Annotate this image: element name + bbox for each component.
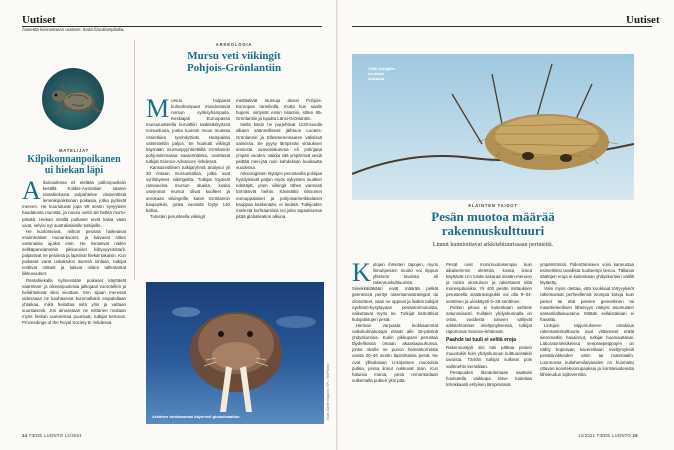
- walrus-column-1: [146, 98, 230, 274]
- magazine-name-left: TIEDE LUONTO: [28, 433, 64, 438]
- walrus-headline: [146, 50, 322, 74]
- turtle-paragraph-3: Rantahiekalla nylmessään poikaset käyttävät vaantman- ja oikeanpuoleisia jalkojaan vuorotellen ja heilahtelevat siksi sivuttain. Sen sijaan meressä uidessaan ne kauhasevat kummallakin etupalallaan yhtaikaa, mikä heiluttaa niitä ylös ja vattaan suuntaisesti. Jos ainoastaan ne mittarien mukaan myös hiekan uumenissa puursuat, tutkijat kertovat. Proceedings of the Royal Society B -lehdessä.: [22, 277, 126, 326]
- issue-right: 12/2021: [578, 433, 596, 438]
- nest-subheading: Paahde tai tuuli ei selitä eroja: [446, 337, 517, 344]
- section-title-left: Uutiset: [22, 14, 56, 26]
- section-subtitle: Äänestä kiinnostavin uutinen: tiede.fi/uutisetpilalla.: [22, 27, 125, 32]
- turtle-paragraph-1: ikuisoidessa eli etelään pallonpuolisiin kesällä Kolibis-Australian saaren rantahiekasta pulpahtelee viisisenttisiä lemmikipoikkonan poikasia, jotka pyrkivät mereen. He kuoriutuvat jopa 80 sentin syvyyteen haudatusta munista, ja nousu voittii siit hetkiä murto-päivää. Hiekan sisällä poikaset eivät kaiva vaan uivat, selvisi nyt australialaisille tutkijoille.: [22, 180, 126, 228]
- walrus-headline-line2: Pohjois-Grönlantiin: [186, 62, 282, 74]
- nest-paragraph-1: utojen ihmisten tapojen, myös linnunpesien muoto voi riippua yhteisön tavoista eli rakennuskulttuurista. Siivekkäitäkään eivät määrää pelkät geeneissä perityt rakentamisstrategiat tai olosuhteet, vaan ne oppivat ja lisäkin tutkijat oyshäirö-kysytavaan pesäntorimutuista, vaikuttavat myös ne. Tutkijat kartoittivat kutojalintujen pesiä.: [352, 262, 438, 322]
- walrus-column-2: [236, 98, 322, 274]
- walrus-paragraph-5: Siellä käsin he purjehtivat 1120-luvulla alkaen säännöllisesti jäihtoon Luoteis-Grönlannin ja Ellesmerensaaren välisissä salmissa. Se pyysy lämpimän virtauksen ansiosta avovesialueena eli polinjana ympäri vuoden, vaikka sitä ympäröivä vesiä peittää meri-jää noin kahdeksan kuukautta vuodessa.: [236, 122, 322, 171]
- footer-right: [578, 433, 638, 438]
- nest-paragraph-6: Pesäpuiden läsnäolemaan saattaisi houkutella vaikkapa tarve tuulettaa tehokkaasti erityisen lämpimässä: [446, 369, 532, 387]
- walrus-paragraph-4: mettästivät mursuja alussi Pohjois-Euroopan rannikolla, mutta kun saalis hupeni, siirtyivät ensin Islantiin, sitten Itä-Grönlantiin ja lopulta Länsi-Grönlantiin.: [236, 98, 322, 122]
- page-number-left: 14: [22, 433, 28, 438]
- turtle-illustration: [42, 68, 104, 130]
- nest-kicker: ELÄINTEN TAIDOT: [468, 203, 518, 208]
- turtle-headline-line2: ui hiekan läpi: [44, 165, 104, 176]
- walrus-photo-caption: Arktinen torahammas käynnisti globalisaation.: [152, 414, 241, 419]
- page-number-right: 15: [632, 433, 638, 438]
- walrus-photo-credit: Kuva: Gaelle Gagnon / SPL / MVPhotos: [326, 363, 330, 420]
- nest-photo-caption: [368, 66, 395, 81]
- page-gutter: [336, 0, 338, 450]
- column-divider: [134, 40, 135, 280]
- nest-caption-line1: Täliti kutojalin: [368, 66, 395, 71]
- walrus-illustration: [146, 282, 324, 424]
- nest-paragraph-3: Pesät ovat monimuotoisempia kuin aikaisemmin oletettiin, koska linnut käyttävät U:n toista sakaraa sisään-menoon ja toista ulostuloon ja rakentavat niitä monenpituisiksi. Yli 400 pesän mittauksen perusteella sisääntulopukki voi olla 9–34-senttinen ja uloskäynti 5–30-senttinen.: [446, 262, 532, 304]
- turtle-body: [22, 180, 126, 424]
- walrus-photo: [146, 282, 324, 424]
- nest-lead: Linnut kunnioittavat arkkitehtuurissaan perinteitä.: [432, 242, 554, 248]
- nest-column-1: [352, 262, 438, 426]
- magazine-name-right: TIEDE LUONTO: [596, 433, 632, 438]
- nest-paragraph-4: Putken pituus ei kuitenkaan vaihtele satunnaisesti. Kullakin yhdyskunnalla on omat, vuodesta toiseen säilyvät arkkitehtoniset mieltymyksensä, tutkijat raportoivat Science-lehdessä.: [446, 304, 532, 335]
- nest-caption-line3: sisäuloa.: [368, 76, 386, 81]
- issue-left: 12/2021: [64, 433, 82, 438]
- header-rule-right: [352, 26, 652, 27]
- walrus-kicker: ARKEOLOGIA: [215, 42, 253, 47]
- nest-paragraph-5: Rakennustyyli siis toki pätkaa pesien muuotokin kuin yhdyskunnan kulttuuristakin tavoista. Tämän tutkijat sulkivat pois vaihtoehto kerrallaan.: [446, 345, 532, 369]
- nest-photo: [352, 54, 634, 200]
- turtle-paragraph-2: He kuolonteivat, miltoin pesissä haikeaivat ensimmäiset munankuoret, ja kaivavat sitten varsinaisia ajoiksi esin. He lionasivat niiden sellkäpansianrehin pikkuruiset kiiltyvyysmittarit, paljastivat ne pesiinsä ja lapsiivat hiekat takaisin. Kun poikaset varat uskaktuksi itsensä ionlaan, tutkijat nnittivat mittarit ja lukivat niiden tallentamat liikkuvuutset.: [22, 228, 126, 277]
- turtle-kicker: MATELIJAT: [58, 148, 90, 153]
- nest-paragraph-8: Voisi myös olettaa, että kookkaat törtyvyksiöt rakentavisat perheellensä isompia koteja kuin pienet tai että parvien geneettinen tai maantieteellinen läheisyys näkyisi asumusten samankaltaisuutena. Mitään sellaistakaan ei havaittu.: [540, 286, 634, 322]
- nest-headline-line2: rakennuskulttuuri: [441, 223, 545, 238]
- nest-caption-line2: on kaksi: [368, 71, 385, 76]
- footer-left: [22, 433, 82, 438]
- turtle-photo: [42, 68, 104, 130]
- walrus-headline-line1: Mursu veti viikingit: [187, 50, 281, 62]
- walrus-paragraph-6: Arkeologisten löytöjen perusteella polinjaa hyödynsivät paljon myös nykyisten inuittien edeltäjät, joten viikingit tähes varmasti törmäsivät heihin. Kävivätkö siissomet eurooppalaiset ja pohjoisamerikkalaiset kauppaa keskenään, ei tiedetä. Tutkijoiden mielestä korhtaamisia voi jokio tapauksessa pitää globalisation alkuna.: [236, 171, 322, 219]
- nest-paragraph-2: Hieman varjuasta lookkaammat valkokulmakutojat elävät alle 15-päisinä yhdyskuntina. Kukin pikkuparvi perustaa täydellisissä omaan akaasiapuuhunsa, jonka oksille se punoo heinänkorreista useita 20–40 sentin läpimittaisia pesiä. Ne ovat yllisaloiaan U-kirjaimen muotoisia putkia, joissa linnut nukkuvat öisin. Kun haluisia munia, pesä remontoidaan sulkemalla putken yksi pää.: [352, 322, 438, 383]
- turtle-dropcap: A: [22, 180, 41, 205]
- nest-headline: [352, 210, 634, 238]
- nest-paragraph-9: Lintujen tapjumukseen omaksua rakentamiskulttuuria ovat viittanneet eräät aiemmatkin havainnot, tutkijat huomauttavat. Laboratorioksikeissa seepraepeippojen on nähty kopioivan kavereiltaan mieltymyksiä pesätarvikkeiden värin tai materiaalin. Luonnossa kultahemilaivasalen on huomattu ottavan koostekunnupauksia ja koristeluideoista lähiseudun lajitovereilta.: [540, 322, 634, 377]
- nest-column-3: [540, 262, 634, 426]
- nest-paragraph-7: ympäristössä. Pidentämiseen voisi kannustaa esimerkiksi tavallista tuulisempi tienoo. Tällaisia säätöjen eroja ei kuitenkaan yhdyskuntien välillä löytäetty.: [540, 262, 634, 286]
- turtle-headline: [18, 154, 130, 176]
- section-title-right: Uutiset: [626, 14, 660, 26]
- nest-dropcap: K: [352, 262, 371, 287]
- turtle-headline-line1: Kilpikonnanpoikanen: [27, 154, 121, 165]
- walrus-paragraph-1: ursun hulppeat kulmahampaat muodostavat norsun syöksyhampaita. Keskiajan Euroopassa mursutuotteella korvattiin taidekäsityössä norsunluuta, jonka tuonnin muun muassa ristiretkien tyrehdyttivät. Hampaista valmistettiin paljon. Se houkutti viikingit käymään mursunpyyntiretkillä Grönlannin pohjoisimmassa saarennäissa, osoittavat tutkijat Science Advances -lehdessä.: [146, 98, 230, 164]
- nest-headline-line1: Pesän muotoa määrää: [431, 209, 555, 224]
- nest-column-2: [446, 262, 532, 426]
- walrus-dropcap: M: [146, 98, 170, 123]
- walrus-paragraph-3: Tulosten perusteella viikingit: [150, 213, 205, 219]
- walrus-paragraph-2: Kansainvälinen tutkijaryhmä analysoi yli 30 rintaan mursunkalloa, jotka ovat syrilöityneet viikingeiltä. Tutkijat löysivät rasvaeoina mursun alueita, koska useimmat mursut olivat kuolleet ja arvokaan viikingeille, kuten Grönlannin kaupunkiin, jonka vuosista löytyi 140 kalloa.: [146, 165, 230, 213]
